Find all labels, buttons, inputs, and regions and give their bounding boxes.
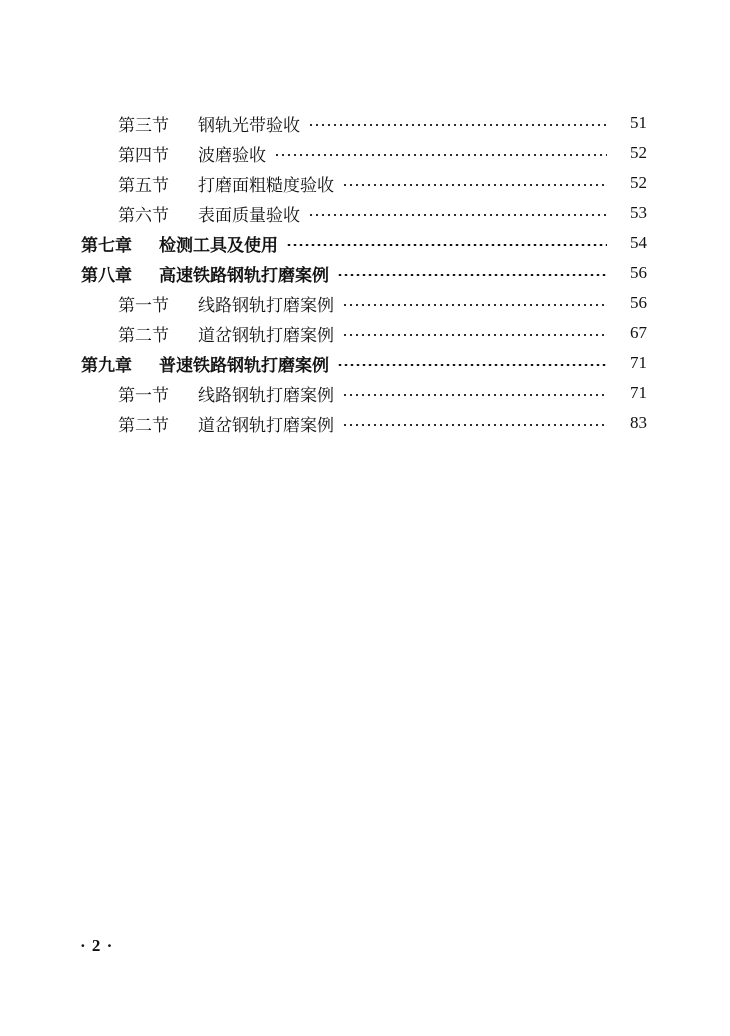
entry-page-number: 83: [630, 413, 647, 432]
dot-leader: [342, 304, 607, 306]
entry-number: 第七章: [81, 235, 132, 256]
entry-page-number: 71: [630, 353, 647, 372]
entry-number: 第三节: [118, 115, 169, 136]
entry-page-number: 56: [630, 293, 647, 312]
entry-number: 第五节: [118, 175, 169, 196]
toc-entry-chapter[interactable]: [0, 228, 730, 258]
dot-leader: [337, 274, 607, 276]
toc-entry-section[interactable]: [0, 138, 730, 168]
entry-title: 打磨面粗糙度验收: [198, 175, 334, 196]
dot-leader: [342, 184, 607, 186]
entry-title: 检测工具及使用: [159, 235, 278, 256]
toc-entry-chapter[interactable]: [0, 348, 730, 378]
entry-title: 道岔钢轨打磨案例: [198, 325, 334, 346]
dot-leader: [342, 394, 607, 396]
toc-entry-section[interactable]: [0, 288, 730, 318]
entry-page-number: 71: [630, 383, 647, 402]
toc-entry-section[interactable]: [0, 318, 730, 348]
entry-number: 第二节: [118, 325, 169, 346]
entry-title: 高速铁路钢轨打磨案例: [159, 265, 329, 286]
page-number-footer: · 2 ·: [80, 936, 114, 955]
entry-number: 第二节: [118, 415, 169, 436]
entry-page-number: 51: [630, 113, 647, 132]
entry-title: 钢轨光带验收: [198, 115, 300, 136]
dot-leader: [342, 424, 607, 426]
toc-entry-section[interactable]: [0, 378, 730, 408]
toc-entry-section[interactable]: [0, 168, 730, 198]
toc-entry-chapter[interactable]: [0, 258, 730, 288]
entry-page-number: 52: [630, 143, 647, 162]
entry-number: 第八章: [81, 265, 132, 286]
dot-leader: [286, 244, 607, 246]
entry-page-number: 52: [630, 173, 647, 192]
entry-title: 波磨验收: [198, 145, 266, 166]
toc-entry-section[interactable]: [0, 198, 730, 228]
entry-title: 线路钢轨打磨案例: [198, 385, 334, 406]
entry-number: 第九章: [81, 355, 132, 376]
entry-number: 第一节: [118, 295, 169, 316]
entry-title: 表面质量验收: [198, 205, 300, 226]
table-of-contents: [0, 108, 730, 438]
entry-number: 第六节: [118, 205, 169, 226]
entry-page-number: 53: [630, 203, 647, 222]
dot-leader: [342, 334, 607, 336]
entry-title: 普速铁路钢轨打磨案例: [159, 355, 329, 376]
toc-entry-section[interactable]: [0, 408, 730, 438]
dot-leader: [308, 214, 607, 216]
entry-page-number: 54: [630, 233, 647, 252]
entry-title: 道岔钢轨打磨案例: [198, 415, 334, 436]
dot-leader: [337, 364, 607, 366]
entry-page-number: 67: [630, 323, 647, 342]
toc-entry-section[interactable]: [0, 108, 730, 138]
dot-leader: [274, 154, 607, 156]
dot-leader: [308, 124, 607, 126]
entry-page-number: 56: [630, 263, 647, 282]
entry-number: 第一节: [118, 385, 169, 406]
entry-title: 线路钢轨打磨案例: [198, 295, 334, 316]
entry-number: 第四节: [118, 145, 169, 166]
